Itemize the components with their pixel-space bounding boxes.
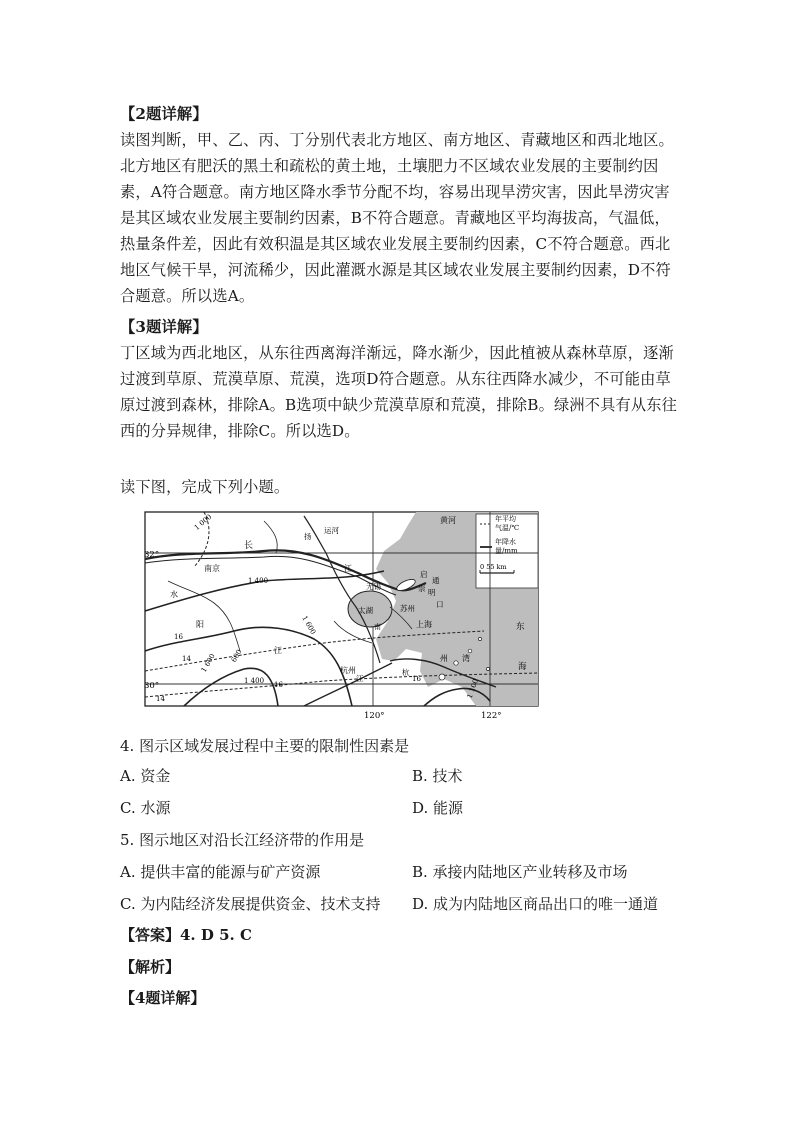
lon-label-120: 120° xyxy=(364,711,385,721)
place-suzhou: 苏州 xyxy=(400,604,415,613)
place-qi: 启 xyxy=(420,570,428,579)
place-hang: 杭 xyxy=(402,668,410,677)
place-ming: 明 xyxy=(428,588,436,597)
legend-temp-line2: 气温/℃ xyxy=(495,524,520,532)
place-chang: 长 xyxy=(244,541,254,551)
place-jiang-3: 江 xyxy=(274,646,282,655)
legend-scale: 0 55 km xyxy=(480,563,507,571)
place-jiang: 江 xyxy=(344,564,352,573)
place-jiang-2: 江 xyxy=(356,674,364,683)
legend-precip-line1: 年降水 xyxy=(495,538,516,546)
question-4-stem: 4. 图示区域发展过程中主要的限制性因素是 xyxy=(120,737,410,755)
q5-option-c[interactable]: C. 为内陆经济发展提供资金、技术支持 xyxy=(120,895,381,913)
place-wuxi: 无锡 xyxy=(366,582,381,591)
legend-precip-line2: 量/mm xyxy=(495,547,518,555)
q3-detail-header: 【3题详解】 xyxy=(120,318,208,336)
place-yang-2: 扬 xyxy=(304,532,312,541)
isoline-label-1400-a: 1 400 xyxy=(248,577,269,585)
q4-option-d[interactable]: D. 能源 xyxy=(412,799,464,817)
isoline-label-1600-b: 1 600 xyxy=(199,652,217,674)
place-kou: 口 xyxy=(436,600,444,609)
isoline-label-1000: 1 000 xyxy=(192,512,214,532)
map-figure xyxy=(144,511,539,723)
isoline-label-1400-b: 1 400 xyxy=(244,677,265,685)
isoline-label-14-b: 14 xyxy=(156,695,165,703)
place-huanghe: 黄河 xyxy=(440,516,456,525)
answer-line: 【答案】4. D 5. C xyxy=(120,926,252,944)
isoline-label-16-c: 16 xyxy=(412,675,421,683)
q3-detail-body: 丁区域为西北地区，从东往西离海洋渐远，降水渐少，因此植被从森林草原，逐渐过渡到草原、荒漠草原、荒漠，选项D符合题意。从东往西降水减少，不可能由草原过渡到森林，排除A。B选项中缺少荒漠草原和荒漠，排除B。绿洲不具有从东往西的分异规律，排除C。所以选D。 xyxy=(120,344,678,440)
isoline-label-1600-a: 1 600 xyxy=(300,614,318,636)
place-nan: 南 xyxy=(374,623,381,631)
place-wan: 湾 xyxy=(462,654,470,663)
isoline-label-600: 600 xyxy=(229,648,244,664)
place-hai: 海 xyxy=(518,662,527,672)
map-intro: 读下图，完成下列小题。 xyxy=(120,478,290,496)
q5-option-b[interactable]: B. 承接内陆地区产业转移及市场 xyxy=(412,863,628,881)
place-chong: 崇 xyxy=(418,584,426,593)
question-5-stem: 5. 图示地区对沿长江经济带的作用是 xyxy=(120,831,365,849)
place-taihu: 太湖 xyxy=(358,606,373,615)
place-zhou: 州 xyxy=(440,654,448,663)
q4-option-c[interactable]: C. 水源 xyxy=(120,799,171,817)
q2-detail-header: 【2题详解】 xyxy=(120,105,208,123)
q2-detail-body: 读图判断，甲、乙、丙、丁分别代表北方地区、南方地区、青藏地区和西北地区。北方地区有肥沃的黑土和疏松的黄土地，土壤肥力不区域农业发展的主要制约因素，A符合题意。南方地区降水季节分配不均，容易出现旱涝灾害，因此旱涝灾害是其区域农业发展主要制约因素，B不符合题意。青藏地区平均海拔高，气温低，热量条件差，因此有效积温是其区域农业发展主要制约因素，C不符合题意。西北地区气候干旱，河流稀少，因此灌溉水源是其区域农业发展主要制约因素，D不符合题意。所以选A。 xyxy=(120,131,674,305)
lat-label-30: 30° xyxy=(144,681,160,691)
q5-option-a[interactable]: A. 提供丰富的能源与矿产资源 xyxy=(120,863,321,881)
isoline-label-1100: 1 100 xyxy=(465,677,481,700)
place-dong: 东 xyxy=(516,622,525,632)
legend-temp-line1: 年平均 xyxy=(495,515,516,523)
place-tong: 通 xyxy=(432,576,440,585)
isoline-label-14-a: 14 xyxy=(182,655,191,663)
place-shui: 水 xyxy=(170,590,178,599)
q4-option-a[interactable]: A. 资金 xyxy=(120,767,171,785)
yangtze-delta-map xyxy=(144,511,539,723)
place-nanjing: 南京 xyxy=(204,564,220,573)
lat-label-32: 32° xyxy=(144,550,160,560)
place-yang: 阳 xyxy=(196,620,204,629)
lon-label-122: 122° xyxy=(481,711,502,721)
analysis-header: 【解析】 xyxy=(120,958,181,976)
place-yunhe: 运河 xyxy=(324,526,339,535)
q4-detail-header: 【4题详解】 xyxy=(120,989,206,1007)
q4-option-b[interactable]: B. 技术 xyxy=(412,767,463,785)
place-shanghai: 上海 xyxy=(416,620,432,629)
q5-option-d[interactable]: D. 成为内陆地区商品出口的唯一通道 xyxy=(412,895,659,913)
isoline-label-16-a: 16 xyxy=(174,633,183,641)
isoline-label-16-b: 16 xyxy=(274,681,283,689)
place-hangzhou: 杭州 xyxy=(340,666,356,675)
